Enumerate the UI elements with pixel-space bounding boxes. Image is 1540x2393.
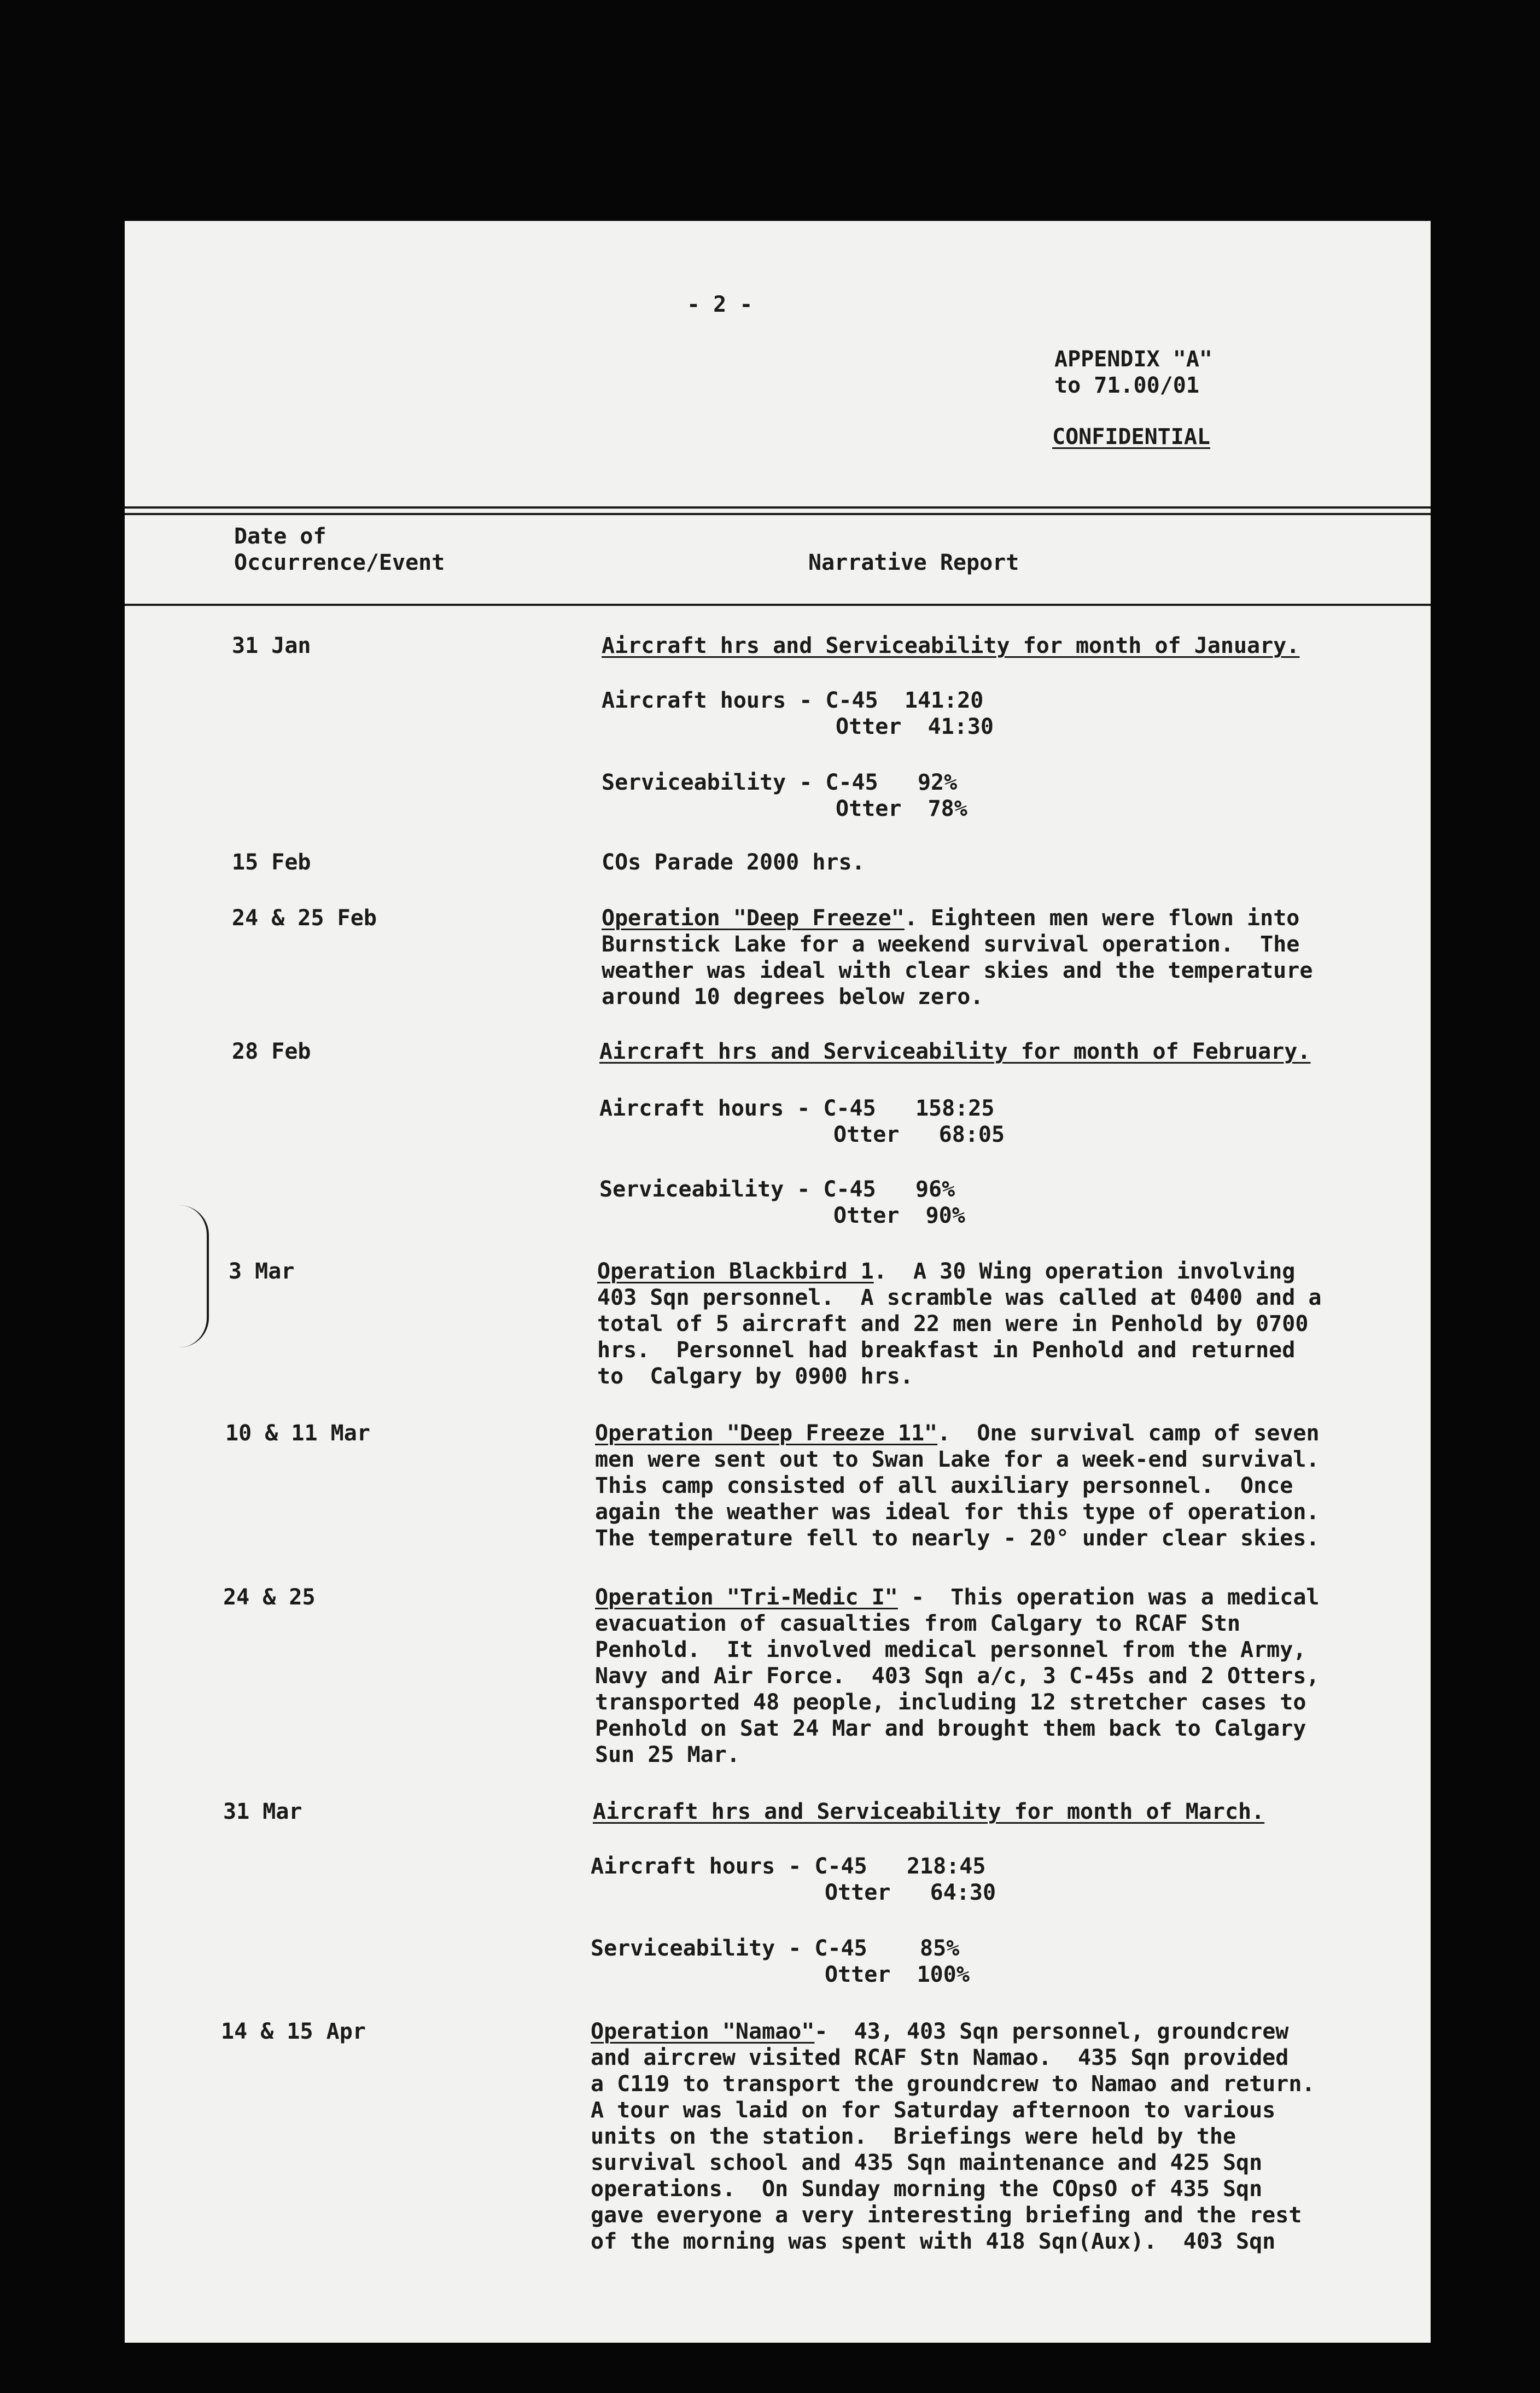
serviceability-c45: Serviceability - C-45 96% xyxy=(599,1177,955,1202)
column-header-date-line1: Date of xyxy=(234,524,326,549)
entry-line: Sun 25 Mar. xyxy=(595,1742,740,1767)
column-header-rule xyxy=(125,604,1431,606)
margin-bracket-mark xyxy=(179,1205,209,1347)
entry-line xyxy=(595,1584,1320,1611)
entry-line-text: . A 30 Wing operation involving xyxy=(873,1259,1296,1284)
serviceability-c45: Serviceability - C-45 85% xyxy=(591,1936,960,1961)
aircraft-hours-otter: Otter 64:30 xyxy=(825,1880,996,1905)
entry-line-text: - This operation was a medical xyxy=(897,1585,1320,1610)
entry-line: units on the station. Briefings were held by the xyxy=(591,2124,1236,2149)
serviceability-otter: Otter 78% xyxy=(836,796,967,821)
document-page xyxy=(125,221,1431,2343)
column-header-date-line2: Occurrence/Event xyxy=(234,550,445,575)
entry-date: 10 & 11 Mar xyxy=(225,1421,370,1446)
entry-line xyxy=(602,904,1299,932)
entry-line: 403 Sqn personnel. A scramble was called at 0400 and a xyxy=(597,1285,1322,1310)
entry-line: survival school and 435 Sqn maintenance and 425 Sqn xyxy=(591,2150,1263,2175)
entry-heading: Aircraft hrs and Serviceability for month of January. xyxy=(602,633,1300,658)
entry-line xyxy=(597,1258,1295,1285)
page-number: - 2 - xyxy=(687,292,753,317)
entry-line: total of 5 aircraft and 22 men were in Penhold by 0700 xyxy=(597,1311,1309,1336)
header-rule-top xyxy=(125,506,1431,509)
entry-date: 31 Jan xyxy=(232,633,311,658)
entry-line: hrs. Personnel had breakfast in Penhold and returned xyxy=(597,1338,1296,1363)
header-rule-bottom xyxy=(125,513,1431,515)
entry-line: transported 48 people, including 12 stretcher cases to xyxy=(595,1690,1306,1715)
entry-line: a C119 to transport the groundcrew to Namao and return. xyxy=(591,2071,1315,2097)
entry-line: and aircrew visited RCAF Stn Namao. 435 Sqn provided xyxy=(591,2045,1289,2070)
operation-title: Operation "Deep Freeze" xyxy=(602,906,905,931)
entry-line: The temperature fell to nearly - 20° under clear skies. xyxy=(595,1526,1320,1551)
serviceability-otter: Otter 100% xyxy=(825,1962,970,1987)
entry-line: to Calgary by 0900 hrs. xyxy=(597,1364,913,1389)
entry-line xyxy=(591,2018,1288,2045)
appendix-reference: to 71.00/01 xyxy=(1054,373,1199,398)
entry-line: gave everyone a very interesting briefing and the rest xyxy=(591,2203,1302,2228)
operation-title: Operation "Deep Freeze 11" xyxy=(595,1421,938,1446)
entry-line: weather was ideal with clear skies and the temperature xyxy=(602,958,1313,983)
entry-date: 15 Feb xyxy=(232,850,311,875)
operation-title: Operation "Namao" xyxy=(591,2019,815,2044)
entry-line: operations. On Sunday morning the COpsO of 435 Sqn xyxy=(591,2176,1263,2202)
aircraft-hours-otter: Otter 41:30 xyxy=(836,714,994,739)
entry-date: 3 Mar xyxy=(229,1259,295,1284)
entry-line-text: - 43, 403 Sqn personnel, groundcrew xyxy=(814,2019,1289,2044)
entry-line: again the weather was ideal for this type of operation. xyxy=(595,1499,1320,1525)
aircraft-hours-c45: Aircraft hours - C-45 158:25 xyxy=(599,1096,995,1121)
operation-title: Operation Blackbird 1 xyxy=(597,1259,874,1284)
entry-line: around 10 degrees below zero. xyxy=(602,984,984,1009)
entry-line: Burnstick Lake for a weekend survival operation. The xyxy=(602,932,1300,957)
entry-line: Penhold. It involved medical personnel from the Army, xyxy=(595,1637,1306,1662)
entry-line-text: . One survival camp of seven xyxy=(937,1421,1320,1446)
entry-date: 28 Feb xyxy=(232,1039,311,1064)
entry-line: Penhold on Sat 24 Mar and brought them back to Calgary xyxy=(595,1716,1306,1741)
entry-line xyxy=(595,1420,1320,1447)
serviceability-c45: Serviceability - C-45 92% xyxy=(602,770,958,795)
column-header-narrative: Narrative Report xyxy=(808,550,1019,575)
aircraft-hours-otter: Otter 68:05 xyxy=(833,1122,1005,1147)
entry-line: Navy and Air Force. 403 Sqn a/c, 3 C-45s and 2 Otters, xyxy=(595,1664,1320,1689)
entry-line: men were sent out to Swan Lake for a week-end survival. xyxy=(595,1447,1320,1472)
entry-date: 24 & 25 Feb xyxy=(232,906,377,931)
aircraft-hours-c45: Aircraft hours - C-45 141:20 xyxy=(602,688,984,713)
appendix-label: APPENDIX "A" xyxy=(1054,347,1212,372)
entry-line-text: . Eighteen men were flown into xyxy=(904,906,1300,931)
serviceability-otter: Otter 90% xyxy=(833,1203,965,1228)
entry-date: 14 & 15 Apr xyxy=(221,2019,366,2044)
aircraft-hours-c45: Aircraft hours - C-45 218:45 xyxy=(591,1854,986,1879)
entry-line: evacuation of casualties from Calgary to RCAF Stn xyxy=(595,1611,1241,1636)
entry-line: of the morning was spent with 418 Sqn(Aux). 403 Sqn xyxy=(591,2229,1276,2254)
entry-date: 31 Mar xyxy=(223,1799,302,1824)
entry-line: This camp consisted of all auxiliary personnel. Once xyxy=(595,1473,1293,1498)
entry-text: COs Parade 2000 hrs. xyxy=(602,850,865,875)
entry-date: 24 & 25 xyxy=(223,1585,316,1610)
classification-label: CONFIDENTIAL xyxy=(1052,424,1210,450)
entry-heading: Aircraft hrs and Serviceability for month of February. xyxy=(599,1039,1311,1064)
operation-title: Operation "Tri-Medic I" xyxy=(595,1585,898,1610)
entry-line: A tour was laid on for Saturday afternoon to various xyxy=(591,2098,1276,2123)
entry-heading: Aircraft hrs and Serviceability for month of March. xyxy=(593,1799,1265,1824)
